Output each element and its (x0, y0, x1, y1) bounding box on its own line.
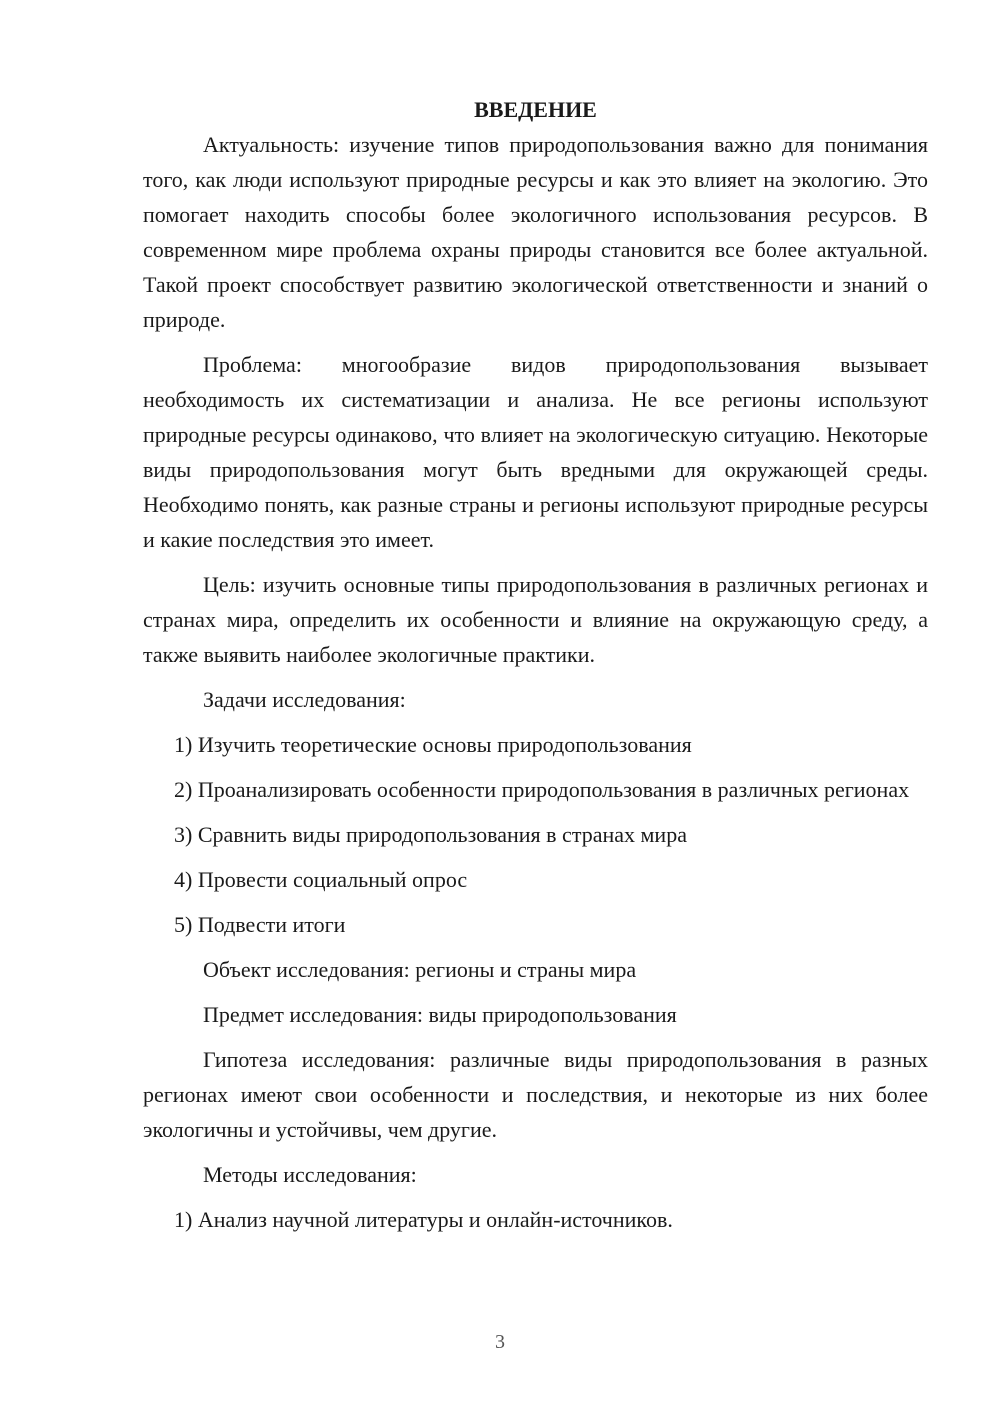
task-item-1: 1) Изучить теоретические основы природопользования (174, 732, 692, 757)
task-item-5: 5) Подвести итоги (174, 912, 346, 937)
paragraph-problem: Проблема: многообразие видов природопользования вызывает необходимость их систематизации и анализа. Не все регионы используют природные ресурсы одинаково, что влияет на экологическую ситуацию. Некоторые виды природопользования могут быть вредными для окружающей среды. Необходимо понять, как разные страны и регионы используют природные ресурсы и какие последствия это имеет. (143, 352, 928, 552)
section-title: ВВЕДЕНИЕ (474, 97, 597, 122)
paragraph-goal: Цель: изучить основные типы природопользования в различных регионах и странах мира, определить их особенности и влияние на окружающую среду, а также выявить наиболее экологичные практики. (143, 572, 928, 667)
research-subject: Предмет исследования: виды природопользования (203, 1002, 677, 1027)
methods-heading: Методы исследования: (203, 1162, 417, 1187)
page-number: 3 (495, 1331, 505, 1353)
method-item-1: 1) Анализ научной литературы и онлайн-источников. (174, 1207, 673, 1232)
paragraph-relevance: Актуальность: изучение типов природопользования важно для понимания того, как люди используют природные ресурсы и как это влияет на экологию. Это помогает находить способы более экологичного использования ресурсов. В современном мире проблема охраны природы становится все более актуальной. Такой проект способствует развитию экологической ответственности и знаний о природе. (143, 132, 928, 332)
document-page (143, 92, 928, 1237)
research-object: Объект исследования: регионы и страны мира (203, 957, 637, 982)
task-item-4: 4) Провести социальный опрос (174, 867, 468, 892)
task-item-2: 2) Проанализировать особенности природопользования в различных регионах (174, 777, 910, 802)
task-item-3: 3) Сравнить виды природопользования в странах мира (174, 822, 687, 847)
tasks-heading: Задачи исследования: (203, 687, 406, 712)
research-hypothesis: Гипотеза исследования: различные виды природопользования в разных регионах имеют свои особенности и последствия, и некоторые из них более экологичны и устойчивы, чем другие. (143, 1047, 928, 1142)
